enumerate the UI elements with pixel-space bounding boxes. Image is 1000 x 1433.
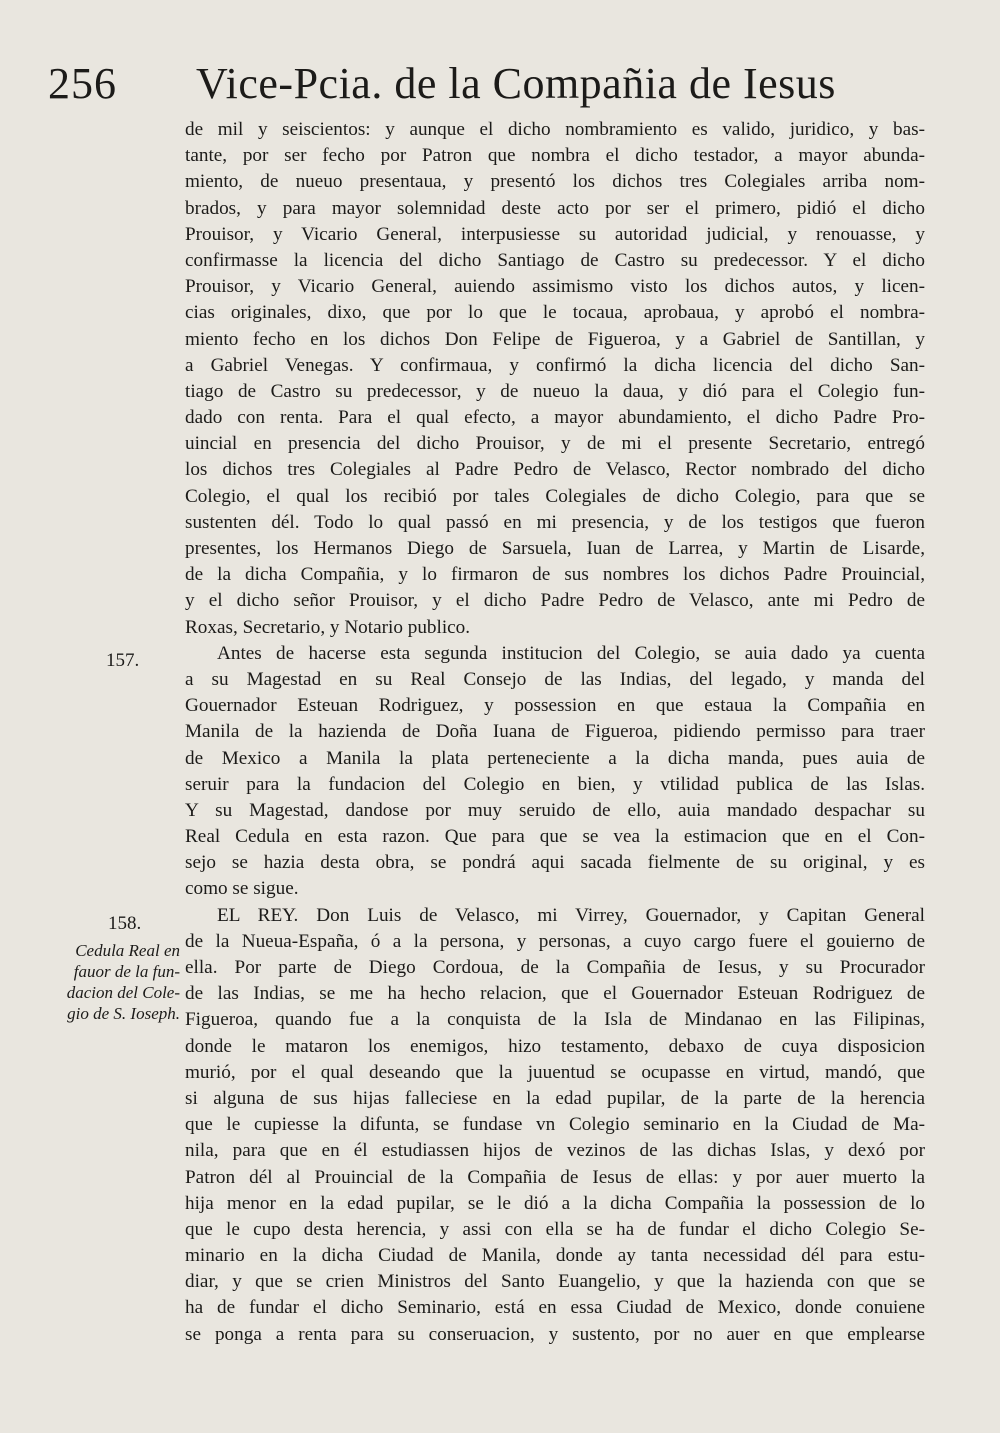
- page-header: [48, 58, 928, 118]
- text-line: de la dicha Compañia, y lo firmaron de sus nombres los dichos Padre Prouincial,: [185, 564, 925, 586]
- text-line: sejo se hazia desta obra, se pondrá aqui sacada fielmente de su original, y es: [185, 852, 925, 874]
- text-line: Patron dél al Prouincial de la Compañia de Iesus de ellas: y por auer muerto la: [185, 1166, 925, 1188]
- paragraph-number-158: 158.: [108, 913, 142, 934]
- text-line: Real Cedula en esta razon. Que para que se vea la estimacion que en el Con-: [185, 826, 925, 848]
- text-line: dado con renta. Para el qual efecto, a mayor abundamiento, el dicho Padre Pro-: [185, 407, 925, 429]
- text-line: confirmasse la licencia del dicho Santiago de Castro su predecessor. Y el dicho: [185, 249, 925, 271]
- text-line: se ponga a renta para su conseruacion, y sustento, por no auer en que emplearse: [185, 1323, 925, 1345]
- text-line: ella. Por parte de Diego Cordoua, de la Compañia de Iesus, y su Procurador: [185, 957, 925, 978]
- text-line: Prouisor, y Vicario General, auiendo assimismo visto los dichos autos, y licen-: [185, 276, 925, 298]
- text-line: Y su Magestad, dandose por muy seruido de ello, auia mandado despachar su: [185, 799, 925, 821]
- marginal-note-line: fauor de la fun-: [73, 962, 180, 981]
- text-line: presentes, los Hermanos Diego de Sarsuela, Iuan de Larrea, y Martin de Lisarde,: [185, 538, 925, 559]
- text-line: Prouisor, y Vicario General, interpusiesse su autoridad judicial, y renouasse, y: [185, 223, 925, 245]
- paragraph-number-157: 157.: [106, 650, 140, 671]
- text-line: ha de fundar el dicho Seminario, está en essa Ciudad de Mexico, donde conuiene: [185, 1297, 925, 1319]
- text-line: sustenten dél. Todo lo qual passó en mi presencia, y de los testigos que fueron: [185, 511, 925, 533]
- text-line: Roxas, Secretario, y Notario publico.: [185, 616, 471, 638]
- text-line: nila, para que en él estudiassen hijos de vezinos de las dichas Islas, y dexó por: [185, 1140, 925, 1162]
- text-line: seruir para la fundacion del Colegio en bien, y vtilidad publica de las Islas.: [185, 773, 925, 795]
- text-line: Manila de la hazienda de Doña Iuana de Figueroa, pidiendo permisso para traer: [185, 721, 925, 743]
- marginal-note-line: Cedula Real en: [75, 941, 180, 960]
- text-line: murió, por el qual deseando que la juuentud se ocupasse en virtud, mandó, que: [185, 1061, 925, 1083]
- text-line: que le cupiesse la difunta, se fundase vn Colegio seminario en la Ciudad de Ma-: [185, 1114, 925, 1136]
- text-line: Colegio, el qual los recibió por tales Colegiales de dicho Colegio, para que se: [185, 485, 925, 507]
- text-line: de Mexico a Manila la plata perteneciente a la dicha manda, pues auia de: [185, 747, 925, 769]
- text-line: de mil y seiscientos: y aunque el dicho nombramiento es valido, juridico, y bas-: [185, 119, 925, 140]
- text-line: si alguna de sus hijas falleciese en la edad pupilar, de la parte de la herencia: [185, 1087, 925, 1109]
- running-title: Vice-Pcia. de la Compañia de Iesus: [196, 59, 836, 108]
- text-line: Figueroa, quando fue a la conquista de la Isla de Mindanao en las Filipinas,: [185, 1009, 925, 1031]
- text-line: tante, por ser fecho por Patron que nombra el dicho testador, a mayor abunda-: [185, 145, 925, 167]
- text-line: de la Nueua-España, ó a la persona, y personas, a cuyo cargo fuere el gouierno de: [185, 930, 925, 952]
- text-line: donde le mataron los enemigos, hizo testamento, debaxo de cuya disposicion: [185, 1035, 925, 1057]
- text-line: de las Indias, se me ha hecho relacion, que el Gouernador Esteuan Rodriguez de: [185, 983, 925, 1005]
- text-line: Antes de hacerse esta segunda institucion del Colegio, se auia dado ya cuenta: [217, 642, 925, 664]
- text-line: miento, de nueuo presentaua, y presentó los dichos tres Colegiales arriba nom-: [185, 171, 925, 193]
- text-line: miento fecho en los dichos Don Felipe de Figueroa, y a Gabriel de Santillan, y: [185, 328, 925, 350]
- text-line: cias originales, dixo, que por lo que le tocaua, aprobaua, y aprobó el nombra-: [185, 302, 925, 324]
- text-line: EL REY. Don Luis de Velasco, mi Virrey, Gouernador, y Capitan General: [217, 904, 925, 926]
- text-line: tiago de Castro su predecessor, y de nueuo la daua, y dió para el Colegio fun-: [185, 380, 925, 402]
- text-line: Gouernador Esteuan Rodriguez, y possession en que estaua la Compañia en: [185, 695, 925, 717]
- text-line: a Gabriel Venegas. Y confirmaua, y confirmó la dicha licencia del dicho San-: [185, 354, 925, 376]
- text-line: y el dicho señor Prouisor, y el dicho Padre Pedro de Velasco, ante mi Pedro de: [185, 590, 925, 612]
- text-line: que le cupo desta herencia, y assi con ella se ha de fundar el dicho Colegio Se-: [185, 1218, 925, 1240]
- text-line: uincial en presencia del dicho Prouisor, y de mi el presente Secretario, entregó: [185, 433, 925, 455]
- text-line: los dichos tres Colegiales al Padre Pedro de Velasco, Rector nombrado del dicho: [185, 459, 925, 481]
- marginal-note-line: dacion del Cole-: [66, 983, 180, 1002]
- text-line: diar, y que se crien Ministros del Santo Euangelio, y que la hazienda con que se: [185, 1271, 925, 1293]
- text-line: minario en la dicha Ciudad de Manila, donde ay tanta necessidad dél para estu-: [185, 1245, 925, 1267]
- marginal-note: [40, 940, 180, 1024]
- body-text: [185, 117, 925, 1348]
- text-line: hija menor en la edad pupilar, se le dió a la dicha Compañia la possession de lo: [185, 1192, 925, 1214]
- page-number: 256: [48, 59, 117, 108]
- marginal-note-line: gio de S. Ioseph.: [67, 1004, 180, 1023]
- text-line: a su Magestad en su Real Consejo de las Indias, del legado, y manda del: [185, 668, 925, 690]
- text-line: brados, y para mayor solemnidad deste acto por ser el primero, pidió el dicho: [185, 197, 925, 219]
- text-line: como se sigue.: [185, 878, 299, 900]
